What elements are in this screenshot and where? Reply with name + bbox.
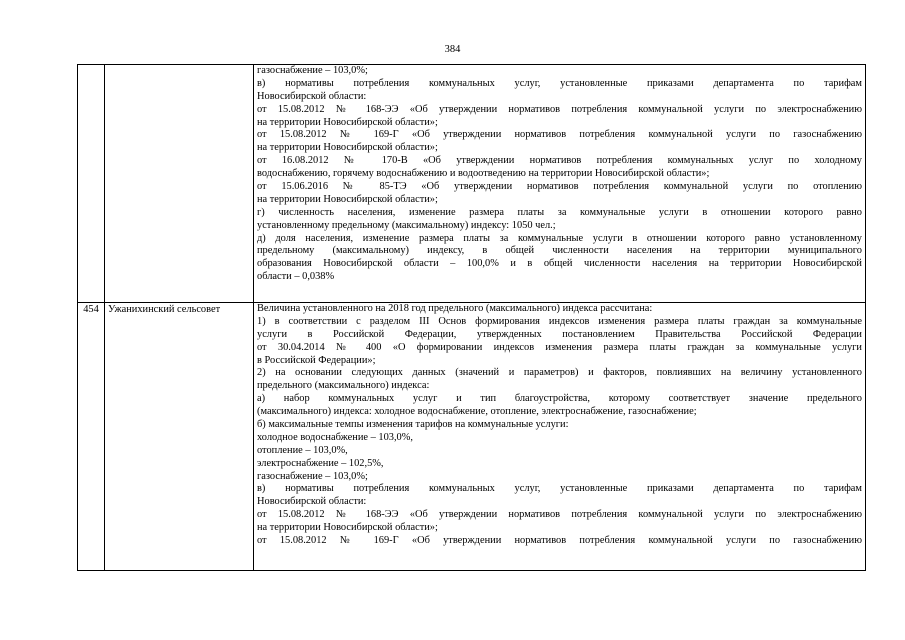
text-line: б) максимальные темпы изменения тарифов на коммунальные услуги: <box>257 419 569 431</box>
document-table <box>77 64 866 571</box>
text-line: холодное водоснабжение – 103,0%, <box>257 431 414 443</box>
text-line: Новосибирской области: <box>257 496 367 508</box>
text-line: газоснабжение – 103,0%; <box>257 65 368 76</box>
text-line: от 15.06.2016 № 85-ТЭ «Об утверждении нормативов потребления коммунальной услуги по отоплению <box>257 181 862 193</box>
municipality-name-cell: Ужанихинский сельсовет <box>105 303 254 571</box>
municipality-name-cell <box>105 65 254 303</box>
text-line: газоснабжение – 103,0%; <box>257 470 368 482</box>
text-line: области – 0,038% <box>257 271 335 283</box>
description-cell <box>254 303 866 571</box>
description-cell <box>254 65 866 303</box>
text-line: от 15.08.2012 № 169-Г «Об утверждении нормативов потребления коммунальной услуги по газоснабжению <box>257 129 862 141</box>
text-line: а) набор коммунальных услуг и тип благоустройства, которому соответствует значение предельного <box>257 393 862 405</box>
text-line: 2) на основании следующих данных (значений и параметров) и факторов, повлиявших на величину установленного <box>257 367 862 379</box>
text-line: предельного (максимального) индекса: <box>257 380 430 392</box>
text-line: на территории Новосибирской области»; <box>257 116 438 128</box>
page-number: 384 <box>444 44 461 55</box>
text-line: в Российской Федерации»; <box>257 354 376 366</box>
text-line: в) нормативы потребления коммунальных услуг, установленные приказами департамента по тарифам <box>257 77 862 89</box>
text-line: в) нормативы потребления коммунальных услуг, установленные приказами департамента по тарифам <box>257 483 862 495</box>
row-number-cell <box>78 65 105 303</box>
text-line: от 16.08.2012 № 170-В «Об утверждении нормативов потребления коммунальных услуг по холодному <box>257 155 862 167</box>
text-line: от 15.08.2012 № 168-ЭЭ «Об утверждении нормативов потребления коммунальной услуги по электроснабжению <box>257 103 862 115</box>
text-line: услуги в Российской Федерации, утвержденных постановлением Правительства Российской Федерации <box>257 328 862 340</box>
text-line: электроснабжение – 102,5%, <box>257 457 384 469</box>
table-row <box>78 65 866 303</box>
text-line: Новосибирской области: <box>257 90 367 102</box>
text-line: Величина установленного на 2018 год предельного (максимального) индекса рассчитана: <box>257 303 653 314</box>
text-line: д) доля населения, изменение размера платы за коммунальные услуги в отношении которого равно установленному <box>257 232 862 244</box>
text-line: образования Новосибирской области – 100,0% и в общей численности населения на территории Новосибирской <box>257 258 862 270</box>
text-line: на территории Новосибирской области»; <box>257 193 438 205</box>
text-line: установленному предельному (максимальному) индексу: 1050 чел.; <box>257 219 556 231</box>
table-row <box>78 303 866 571</box>
text-line: (максимального) индекса: холодное водоснабжение, отопление, электроснабжение, газоснабжение; <box>257 406 697 418</box>
text-line: предельному (максимальному) индексу, в общей численности населения на территории муниципального <box>257 245 862 257</box>
text-line: на территории Новосибирской области»; <box>257 522 438 534</box>
text-line: г) численность населения, изменение размера платы за коммунальные услуги в отношении которого равно <box>257 206 862 218</box>
text-line: на территории Новосибирской области»; <box>257 142 438 154</box>
text-line: от 15.08.2012 № 168-ЭЭ «Об утверждении нормативов потребления коммунальной услуги по электроснабжению <box>257 509 862 521</box>
text-line: от 30.04.2014 № 400 «О формировании индексов изменения размера платы граждан за коммунальные услуги <box>257 341 862 353</box>
text-line: 1) в соответствии с разделом III Основ формирования индексов изменения размера платы граждан за коммунальные <box>257 315 862 327</box>
text-line: от 15.08.2012 № 169-Г «Об утверждении нормативов потребления коммунальной услуги по газоснабжению <box>257 535 862 547</box>
row-number-cell: 454 <box>78 303 105 571</box>
text-line: отопление – 103,0%, <box>257 444 348 456</box>
text-line: водоснабжению, горячему водоснабжению и водоотведению на территории Новосибирской области»; <box>257 168 710 180</box>
